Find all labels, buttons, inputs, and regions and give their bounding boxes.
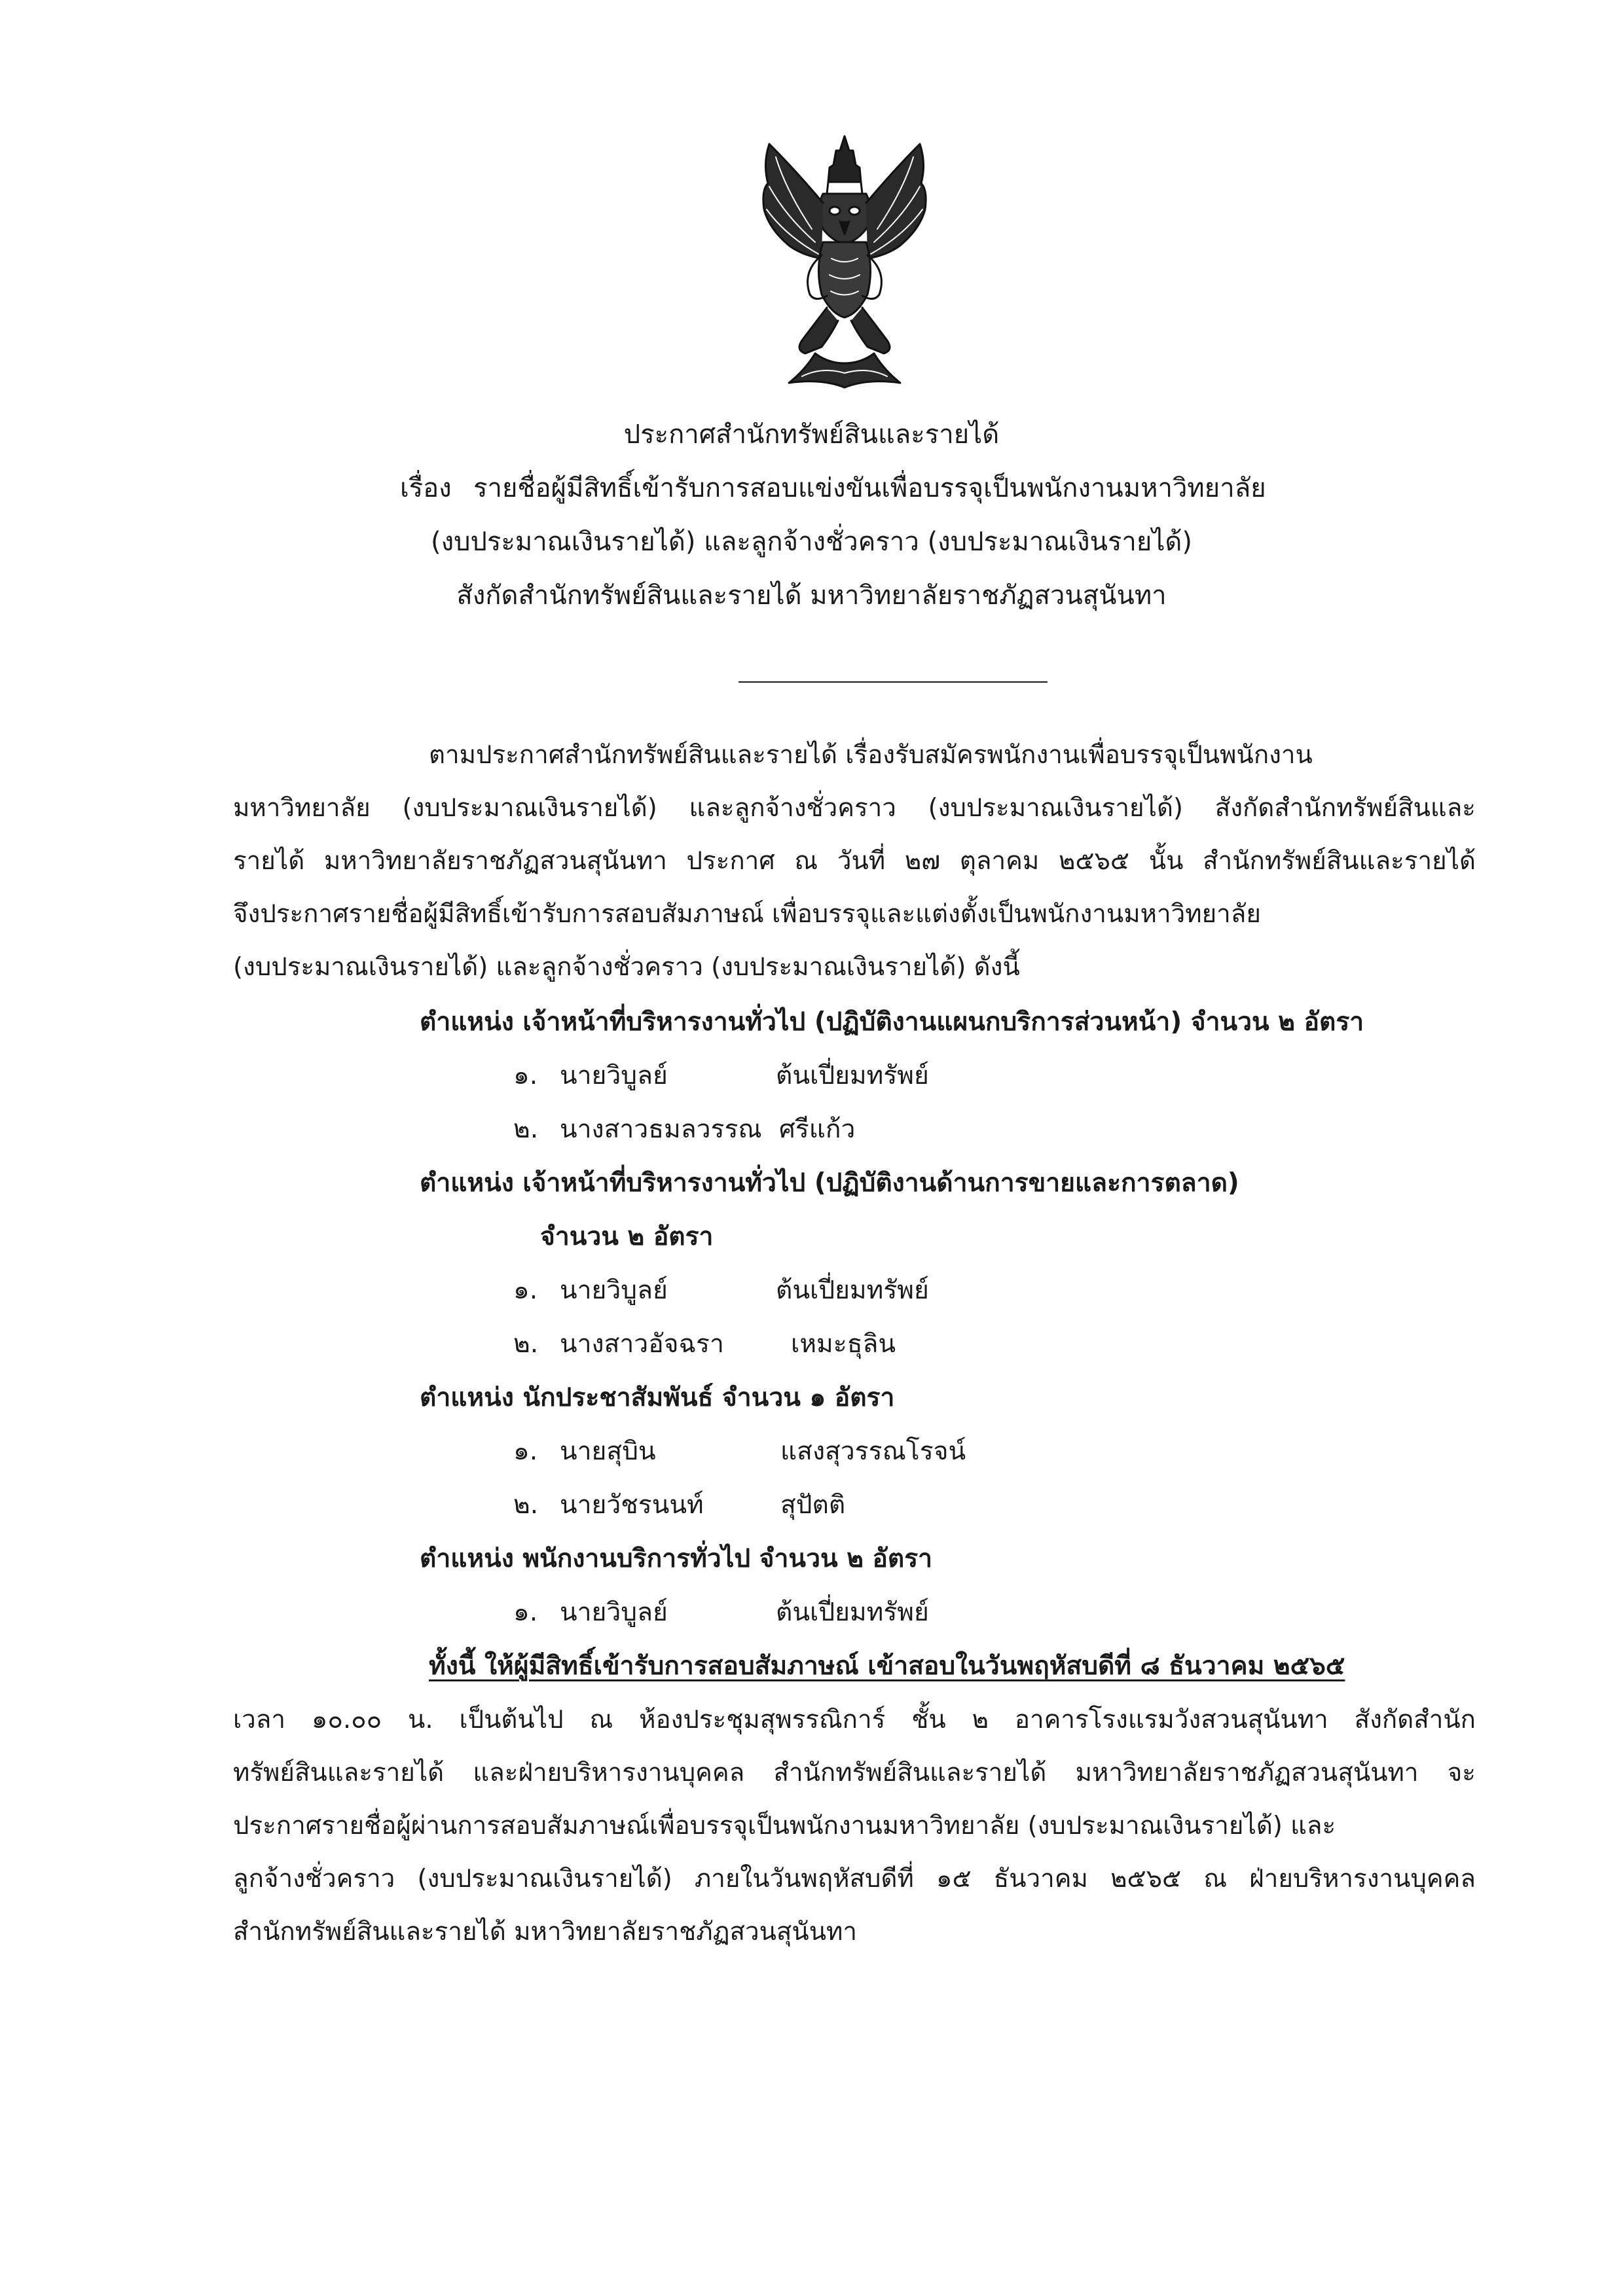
candidate-last-name: ต้นเปี่ยมทรัพย์ [776, 1276, 929, 1305]
closing-line-6: สำนักทรัพย์สินและรายได้ มหาวิทยาลัยราชภัฏสวนสุนันทา [233, 1917, 858, 1946]
candidate-number: ๑. [513, 1276, 538, 1305]
position-heading: ตำแหน่ง เจ้าหน้าที่บริหารงานทั่วไป (ปฏิบัติงานด้านการขายและการตลาด) [420, 1168, 1239, 1198]
candidate-number: ๒. [513, 1329, 539, 1359]
closing-line-4: ประกาศรายชื่อผู้ผ่านการสอบสัมภาษณ์เพื่อบรรจุเป็นพนักงานมหาวิทยาลัย (งบประมาณเงินรายได้) และ [233, 1811, 1336, 1840]
candidate-last-name: ศรีแก้ว [779, 1115, 856, 1144]
candidate-last-name: ต้นเปี่ยมทรัพย์ [776, 1061, 929, 1090]
intro-line-2: มหาวิทยาลัย (งบประมาณเงินรายได้) และลูกจ้างชั่วคราว (งบประมาณเงินรายได้) สังกัดสำนักทรัพย์สินและ [233, 793, 1476, 823]
candidate-number: ๑. [513, 1598, 538, 1627]
candidate-last-name: สุปัตติ [780, 1490, 846, 1520]
subject-line-1: รายชื่อผู้มีสิทธิ์เข้ารับการสอบแข่งขันเพื่อบรรจุเป็นพนักงานมหาวิทยาลัย [473, 473, 1266, 503]
candidate-first-name: นายวิบูลย์ [560, 1598, 668, 1627]
announcement-issuer: ประกาศสำนักทรัพย์สินและรายได้ [623, 420, 1000, 450]
candidate-number: ๑. [513, 1437, 538, 1466]
candidate-number: ๒. [513, 1490, 539, 1520]
candidate-first-name: นายวัชรนนท์ [560, 1490, 704, 1520]
garuda-emblem-icon [750, 131, 939, 389]
subject-label: เรื่อง [400, 473, 452, 503]
intro-line-4: จึงประกาศรายชื่อผู้มีสิทธิ์เข้ารับการสอบสัมภาษณ์ เพื่อบรรจุและแต่งตั้งเป็นพนักงานมหาวิทยาลัย [233, 899, 1261, 929]
candidate-last-name: แสงสุวรรณโรจน์ [780, 1437, 966, 1466]
position-heading: ตำแหน่ง พนักงานบริการทั่วไป จำนวน ๒ อัตรา [420, 1544, 933, 1573]
position-heading: ตำแหน่ง นักประชาสัมพันธ์ จำนวน ๑ อัตรา [420, 1383, 895, 1412]
candidate-first-name: นายวิบูลย์ [560, 1061, 668, 1090]
intro-line-1: ตามประกาศสำนักทรัพย์สินและรายได้ เรื่องรับสมัครพนักงานเพื่อบรรจุเป็นพนักงาน [429, 740, 1313, 770]
subject-line-2: (งบประมาณเงินรายได้) และลูกจ้างชั่วคราว (งบประมาณเงินรายได้) [430, 527, 1193, 557]
candidate-last-name: เหมะธุลิน [791, 1329, 896, 1359]
candidate-first-name: นายวิบูลย์ [560, 1276, 668, 1305]
candidate-first-name: นางสาวอัจฉรา [560, 1329, 724, 1359]
intro-line-3: รายได้ มหาวิทยาลัยราชภัฏสวนสุนันทา ประกาศ ณ วันที่ ๒๗ ตุลาคม ๒๕๖๕ นั้น สำนักทรัพย์สินและรายได้ [233, 846, 1476, 876]
position-heading: ตำแหน่ง เจ้าหน้าที่บริหารงานทั่วไป (ปฏิบัติงานแผนกบริการส่วนหน้า) จำนวน ๒ อัตรา [420, 1007, 1364, 1037]
candidate-number: ๒. [513, 1115, 539, 1144]
candidate-number: ๑. [513, 1061, 538, 1090]
candidate-first-name: นายสุบิน [560, 1437, 656, 1466]
closing-line-2: เวลา ๑๐.๐๐ น. เป็นต้นไป ณ ห้องประชุมสุพรรณิการ์ ชั้น ๒ อาคารโรงแรมวังสวนสุนันทา สังกัดสำนัก [233, 1705, 1476, 1734]
intro-line-5: (งบประมาณเงินรายได้) และลูกจ้างชั่วคราว (งบประมาณเงินรายได้) ดังนี้ [233, 952, 1020, 982]
closing-line-5: ลูกจ้างชั่วคราว (งบประมาณเงินรายได้) ภายในวันพฤหัสบดีที่ ๑๕ ธันวาคม ๒๕๖๕ ณ ฝ่ายบริหารงานบุคคล [233, 1864, 1476, 1893]
closing-lead: ทั้งนี้ ให้ผู้มีสิทธิ์เข้ารับการสอบสัมภาษณ์ เข้าสอบในวันพฤหัสบดีที่ ๘ ธันวาคม ๒๕๖๕ [429, 1651, 1345, 1681]
header-divider [739, 681, 1048, 683]
subject-line-3: สังกัดสำนักทรัพย์สินและรายได้ มหาวิทยาลัยราชภัฏสวนสุนันทา [456, 581, 1167, 611]
candidate-first-name: นางสาวธมลวรรณ [560, 1115, 762, 1144]
position-heading-continued: จำนวน ๒ อัตรา [540, 1222, 714, 1251]
candidate-last-name: ต้นเปี่ยมทรัพย์ [776, 1598, 929, 1627]
closing-line-3: ทรัพย์สินและรายได้ และฝ่ายบริหารงานบุคคล สำนักทรัพย์สินและรายได้ มหาวิทยาลัยราชภัฏสวนสุนันทา จะ [233, 1758, 1476, 1787]
